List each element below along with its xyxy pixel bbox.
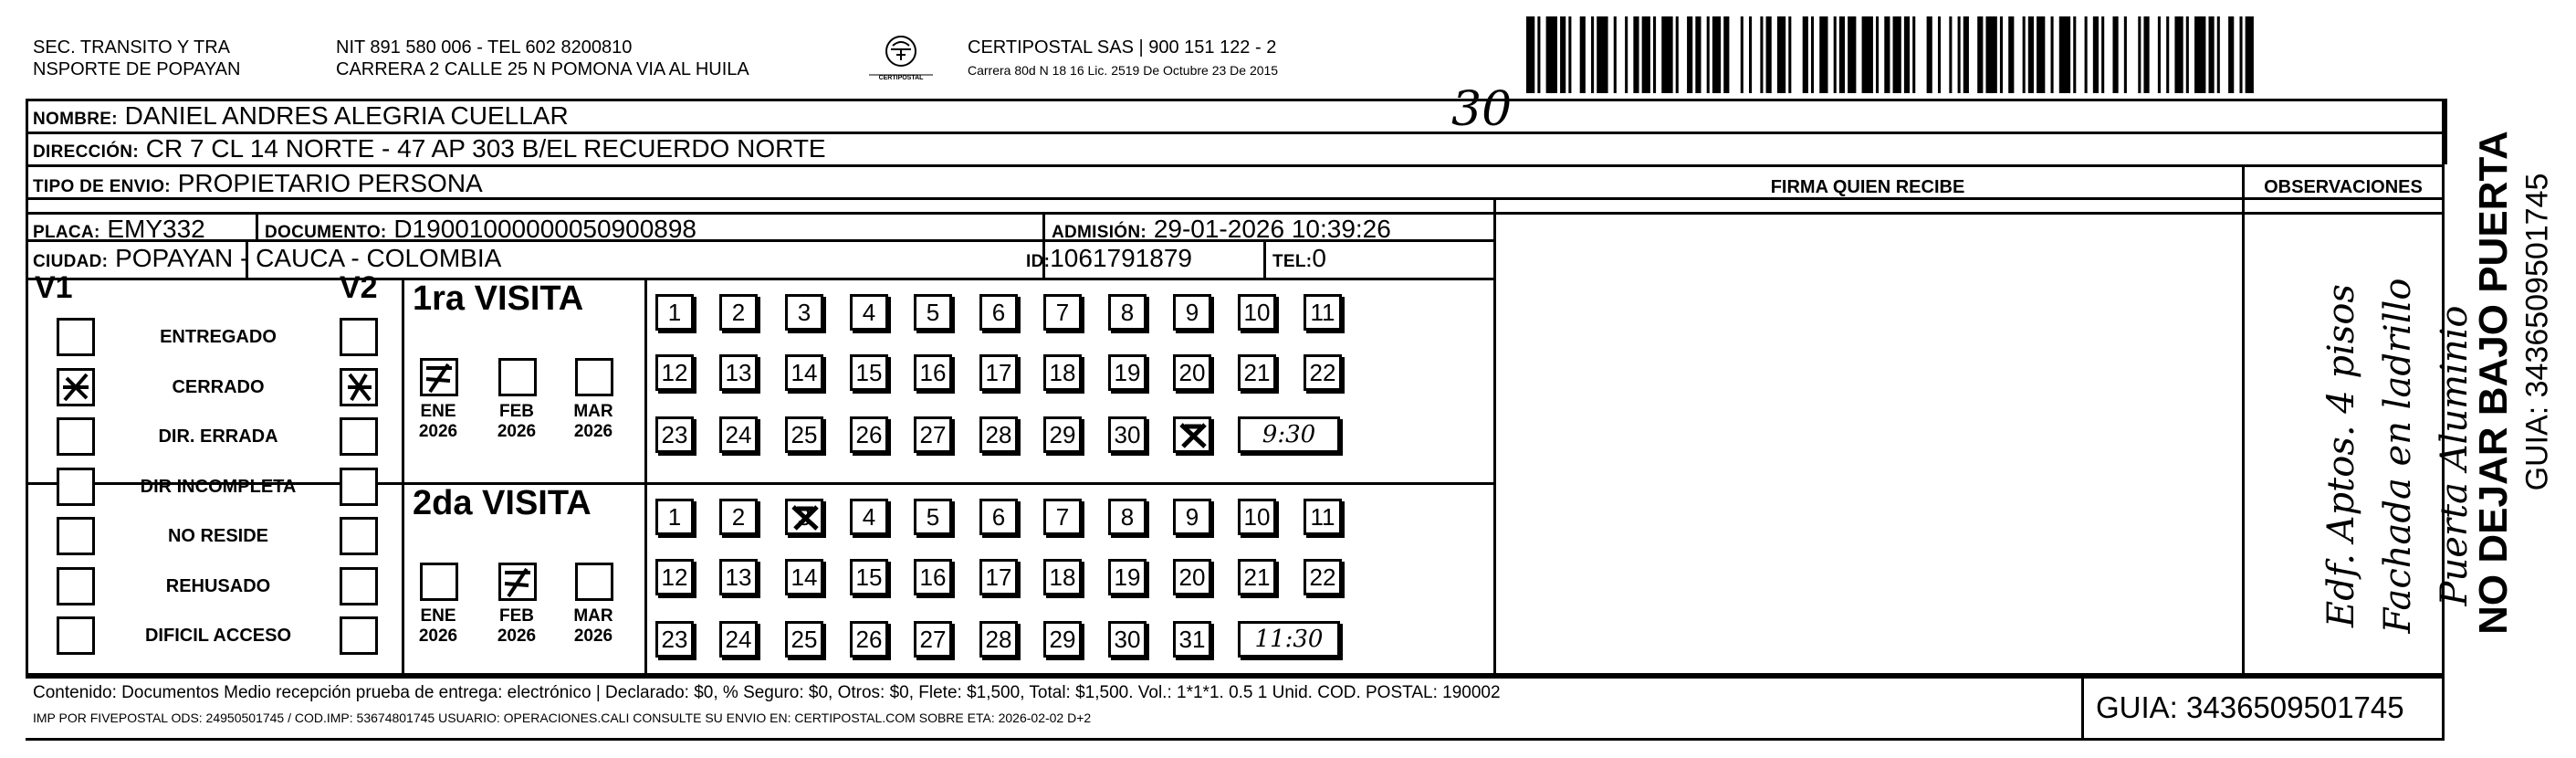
visit-2-day-20[interactable]: 20 [1173,559,1211,595]
status-option-entregado: ENTREGADO [160,327,277,347]
visit-2-day-6[interactable]: 6 [979,499,1018,535]
visit-1-day-8[interactable]: 8 [1108,294,1147,331]
month-year: 2026 [497,626,537,646]
signature-label: FIRMA QUIEN RECIBE [1770,177,1965,197]
city-label: CIUDAD: [33,252,109,271]
visit-2-day-16[interactable]: 16 [914,559,952,595]
admission-label: ADMISIÓN: [1052,223,1147,242]
v2-checkbox-dir-incompleta[interactable] [340,468,378,506]
v1-checkbox-cerrado[interactable] [57,368,95,406]
observation-line-3: Puerta Aluminio [2434,305,2476,606]
visit-2-month-mar-checkbox[interactable] [575,563,613,601]
signature-area[interactable] [1497,212,2240,674]
status-option-cerrado: CERRADO [172,377,265,397]
visit-2-time-box[interactable]: 11:30 [1238,621,1340,658]
visit-1-day-20[interactable]: 20 [1173,354,1211,391]
status-option-no-reside: NO RESIDE [167,526,269,546]
status-option-dificil-acceso: DIFICIL ACCESO [144,626,291,646]
visit-2-day-29[interactable]: 29 [1043,621,1082,658]
visit-1-month-feb-label [491,402,542,442]
visit-1-day-24[interactable]: 24 [719,416,758,453]
footer-content: Contenido: Documentos Medio recepción prueba de entrega: electrónico | Declarado: $0, % Seguro: $0, Otros: $0, Flete: $1,500, Total: $1,500. Vol.: 1*1*1. 0.5 1 Unid. COD. POSTAL: 190002 [33,683,1501,702]
footer-imp: IMP POR FIVEPOSTAL ODS: 24950501745 / COD.IMP: 53674801745 USUARIO: OPERACIONES.CALI CONSULTE SU ENVIO EN: CERTIPOSTAL.COM SOBRE ETA: 2026-02-02 D+2 [33,711,1092,725]
visit-2-day-1[interactable]: 1 [655,499,694,535]
visit-1-day-13[interactable]: 13 [719,354,758,391]
v1-checkbox-no-reside[interactable] [57,517,95,555]
sender-line-1: SEC. TRANSITO Y TRA [33,37,230,58]
id-number: 1061791879 [1050,244,1192,272]
visit-1-day-10[interactable]: 10 [1238,294,1276,331]
visit-1-day-3[interactable]: 3 [785,294,823,331]
visit-2-day-13[interactable]: 13 [719,559,758,595]
month-year: 2026 [497,422,537,441]
visit-1-day-29[interactable]: 29 [1043,416,1082,453]
courier-name: CERTIPOSTAL SAS | 900 151 122 - 2 [968,37,1277,58]
visit-2-day-26[interactable]: 26 [850,621,888,658]
visit-2-day-31[interactable]: 31 [1173,621,1211,658]
visit-1-day-12[interactable]: 12 [655,354,694,391]
side-guide-number: GUIA: 3436509501745 [2519,173,2555,491]
visit-1-day-17[interactable]: 17 [979,354,1018,391]
visit-2-month-feb-label [491,606,542,647]
certipostal-logo [865,33,937,84]
v2-checkbox-dificil-acceso[interactable] [340,616,378,655]
visit-1-day-4[interactable]: 4 [850,294,888,331]
visit-1-month-feb-checkbox[interactable] [498,358,537,396]
visit-1-month-ene-label [413,402,464,442]
visit-1-month-mar-checkbox[interactable] [575,358,613,396]
observation-line-2: Fachada en ladrillo [2377,278,2419,634]
visit-1-day-27[interactable]: 27 [914,416,952,453]
visit-1-title: 1ra VISITA [413,279,584,318]
month-year: 2026 [418,422,458,441]
sender-info-line-1: NIT 891 580 006 - TEL 602 8200810 [336,37,633,58]
address-row [33,133,826,168]
document-label: DOCUMENTO: [265,223,387,242]
send-type: PROPIETARIO PERSONA [177,169,483,197]
visit-1-day-31[interactable] [1173,416,1211,453]
plate: EMY332 [107,215,205,243]
month-year: 2026 [573,422,613,441]
admission-date: 29-01-2026 10:39:26 [1153,215,1391,243]
visit-2-day-15[interactable]: 15 [850,559,888,595]
sender-info-line-2: CARRERA 2 CALLE 25 N POMONA VIA AL HUILA [336,59,749,79]
visit-2-day-18[interactable]: 18 [1043,559,1082,595]
visit-2-month-feb-checkbox[interactable] [498,563,537,601]
month-year: 2026 [418,626,458,646]
status-option-rehusado: REHUSADO [165,576,271,596]
v1-label: V1 [35,270,73,305]
recipient-name: DANIEL ANDRES ALEGRIA CUELLAR [124,101,569,130]
visit-1-month-mar-label [568,402,619,442]
handwritten-number: 30 [1451,82,1513,137]
month-name: MAR [573,606,613,626]
v2-checkbox-rehusado[interactable] [340,567,378,605]
sender-line-2: NSPORTE DE POPAYAN [33,59,241,79]
visit-2-month-ene-label [413,606,464,647]
visit-2-day-5[interactable]: 5 [914,499,952,535]
v2-label: V2 [340,270,378,305]
tel-label: TEL: [1272,252,1313,271]
month-name: ENE [420,606,456,626]
side-text [2457,102,2555,650]
observation-line-1: Edf. Aptos. 4 pisos [2320,284,2362,627]
tel-number: 0 [1312,244,1326,272]
visit-1-day-9[interactable]: 9 [1173,294,1211,331]
observations-area[interactable] [2246,216,2476,672]
visit-1-day-2[interactable]: 2 [719,294,758,331]
visit-1-day-14[interactable]: 14 [785,354,823,391]
visit-1-day-6[interactable]: 6 [979,294,1018,331]
v2-checkbox-no-reside[interactable] [340,517,378,555]
visit-1-day-11[interactable]: 11 [1304,294,1342,331]
visit-1-day-18[interactable]: 18 [1043,354,1082,391]
city: POPAYAN - CAUCA - COLOMBIA [115,244,502,272]
plate-label: PLACA: [33,223,100,242]
visit-2-day-8[interactable]: 8 [1108,499,1147,535]
barcode [1526,16,2257,93]
v1-checkbox-dificil-acceso[interactable] [57,616,95,655]
send-type-row [33,168,483,203]
visit-2-day-9[interactable]: 9 [1173,499,1211,535]
visit-2-day-22[interactable]: 22 [1304,559,1342,595]
courier-license: Carrera 80d N 18 16 Lic. 2519 De Octubre 23 De 2015 [968,63,1279,78]
visit-1-day-15[interactable]: 15 [850,354,888,391]
visit-2-day-27[interactable]: 27 [914,621,952,658]
visit-2-title: 2da VISITA [413,484,592,522]
v1-checkbox-dir-incompleta[interactable] [57,468,95,506]
visit-2-day-4[interactable]: 4 [850,499,888,535]
v1-checkbox-dir-errada[interactable] [57,417,95,456]
visit-2-day-28[interactable]: 28 [979,621,1018,658]
v2-checkbox-cerrado[interactable] [340,368,378,406]
visit-2-day-23[interactable]: 23 [655,621,694,658]
visit-2-month-ene-checkbox[interactable] [420,563,458,601]
visit-2-day-7[interactable]: 7 [1043,499,1082,535]
visit-2-day-11[interactable]: 11 [1304,499,1342,535]
status-option-dir-errada: DIR. ERRADA [158,426,278,447]
tel-cell [1272,243,1326,278]
visit-2-day-30[interactable]: 30 [1108,621,1147,658]
address-label: DIRECCIÓN: [33,142,139,162]
observations-label: OBSERVACIONES [2264,177,2423,197]
visit-1-day-1[interactable]: 1 [655,294,694,331]
visit-2-month-mar-label [568,606,619,647]
v2-checkbox-entregado[interactable] [340,318,378,356]
visit-2-day-17[interactable]: 17 [979,559,1018,595]
month-name: FEB [499,402,534,421]
visit-1-time-box[interactable]: 9:30 [1238,416,1340,453]
v1-checkbox-rehusado[interactable] [57,567,95,605]
recipient-address: CR 7 CL 14 NORTE - 47 AP 303 B/EL RECUERDO NORTE [145,134,826,163]
visit-2-day-24[interactable]: 24 [719,621,758,658]
visit-1-day-19[interactable]: 19 [1108,354,1147,391]
visit-2-day-14[interactable]: 14 [785,559,823,595]
city-cell [33,243,501,278]
visit-2-day-3[interactable]: 3 [785,499,823,535]
visit-1-day-25[interactable]: 25 [785,416,823,453]
month-name: MAR [573,402,613,421]
visit-2-day-2[interactable]: 2 [719,499,758,535]
document-number: D19001000000050900898 [393,215,696,243]
status-option-dir-incompleta: DIR INCOMPLETA [140,477,297,497]
visit-2-day-25[interactable]: 25 [785,621,823,658]
visit-1-day-21[interactable]: 21 [1238,354,1276,391]
month-name: ENE [420,402,456,421]
no-dejar-warning: NO DEJAR BAJO PUERTA [2471,131,2516,635]
send-type-label: TIPO DE ENVIO: [33,177,171,196]
visit-1-day-26[interactable]: 26 [850,416,888,453]
name-label: NOMBRE: [33,110,118,129]
recipient-name-row [33,100,569,135]
visit-1-day-5[interactable]: 5 [914,294,952,331]
visit-2-day-21[interactable]: 21 [1238,559,1276,595]
month-year: 2026 [573,626,613,646]
visit-2-day-12[interactable]: 12 [655,559,694,595]
visit-1-day-22[interactable]: 22 [1304,354,1342,391]
v2-checkbox-dir-errada[interactable] [340,417,378,456]
visit-2-day-10[interactable]: 10 [1238,499,1276,535]
id-cell [1026,243,1192,278]
month-name: FEB [499,606,534,626]
footer-guide: GUIA: 3436509501745 [2096,690,2404,724]
visit-1-day-28[interactable]: 28 [979,416,1018,453]
v1-checkbox-entregado[interactable] [57,318,95,356]
visit-1-month-ene-checkbox[interactable] [420,358,458,396]
id-label: ID: [1026,252,1051,271]
logo-text: CERTIPOSTAL [878,75,924,81]
visit-1-day-30[interactable]: 30 [1108,416,1147,453]
visit-1-day-16[interactable]: 16 [914,354,952,391]
visit-1-day-7[interactable]: 7 [1043,294,1082,331]
visit-2-day-19[interactable]: 19 [1108,559,1147,595]
visit-1-day-23[interactable]: 23 [655,416,694,453]
